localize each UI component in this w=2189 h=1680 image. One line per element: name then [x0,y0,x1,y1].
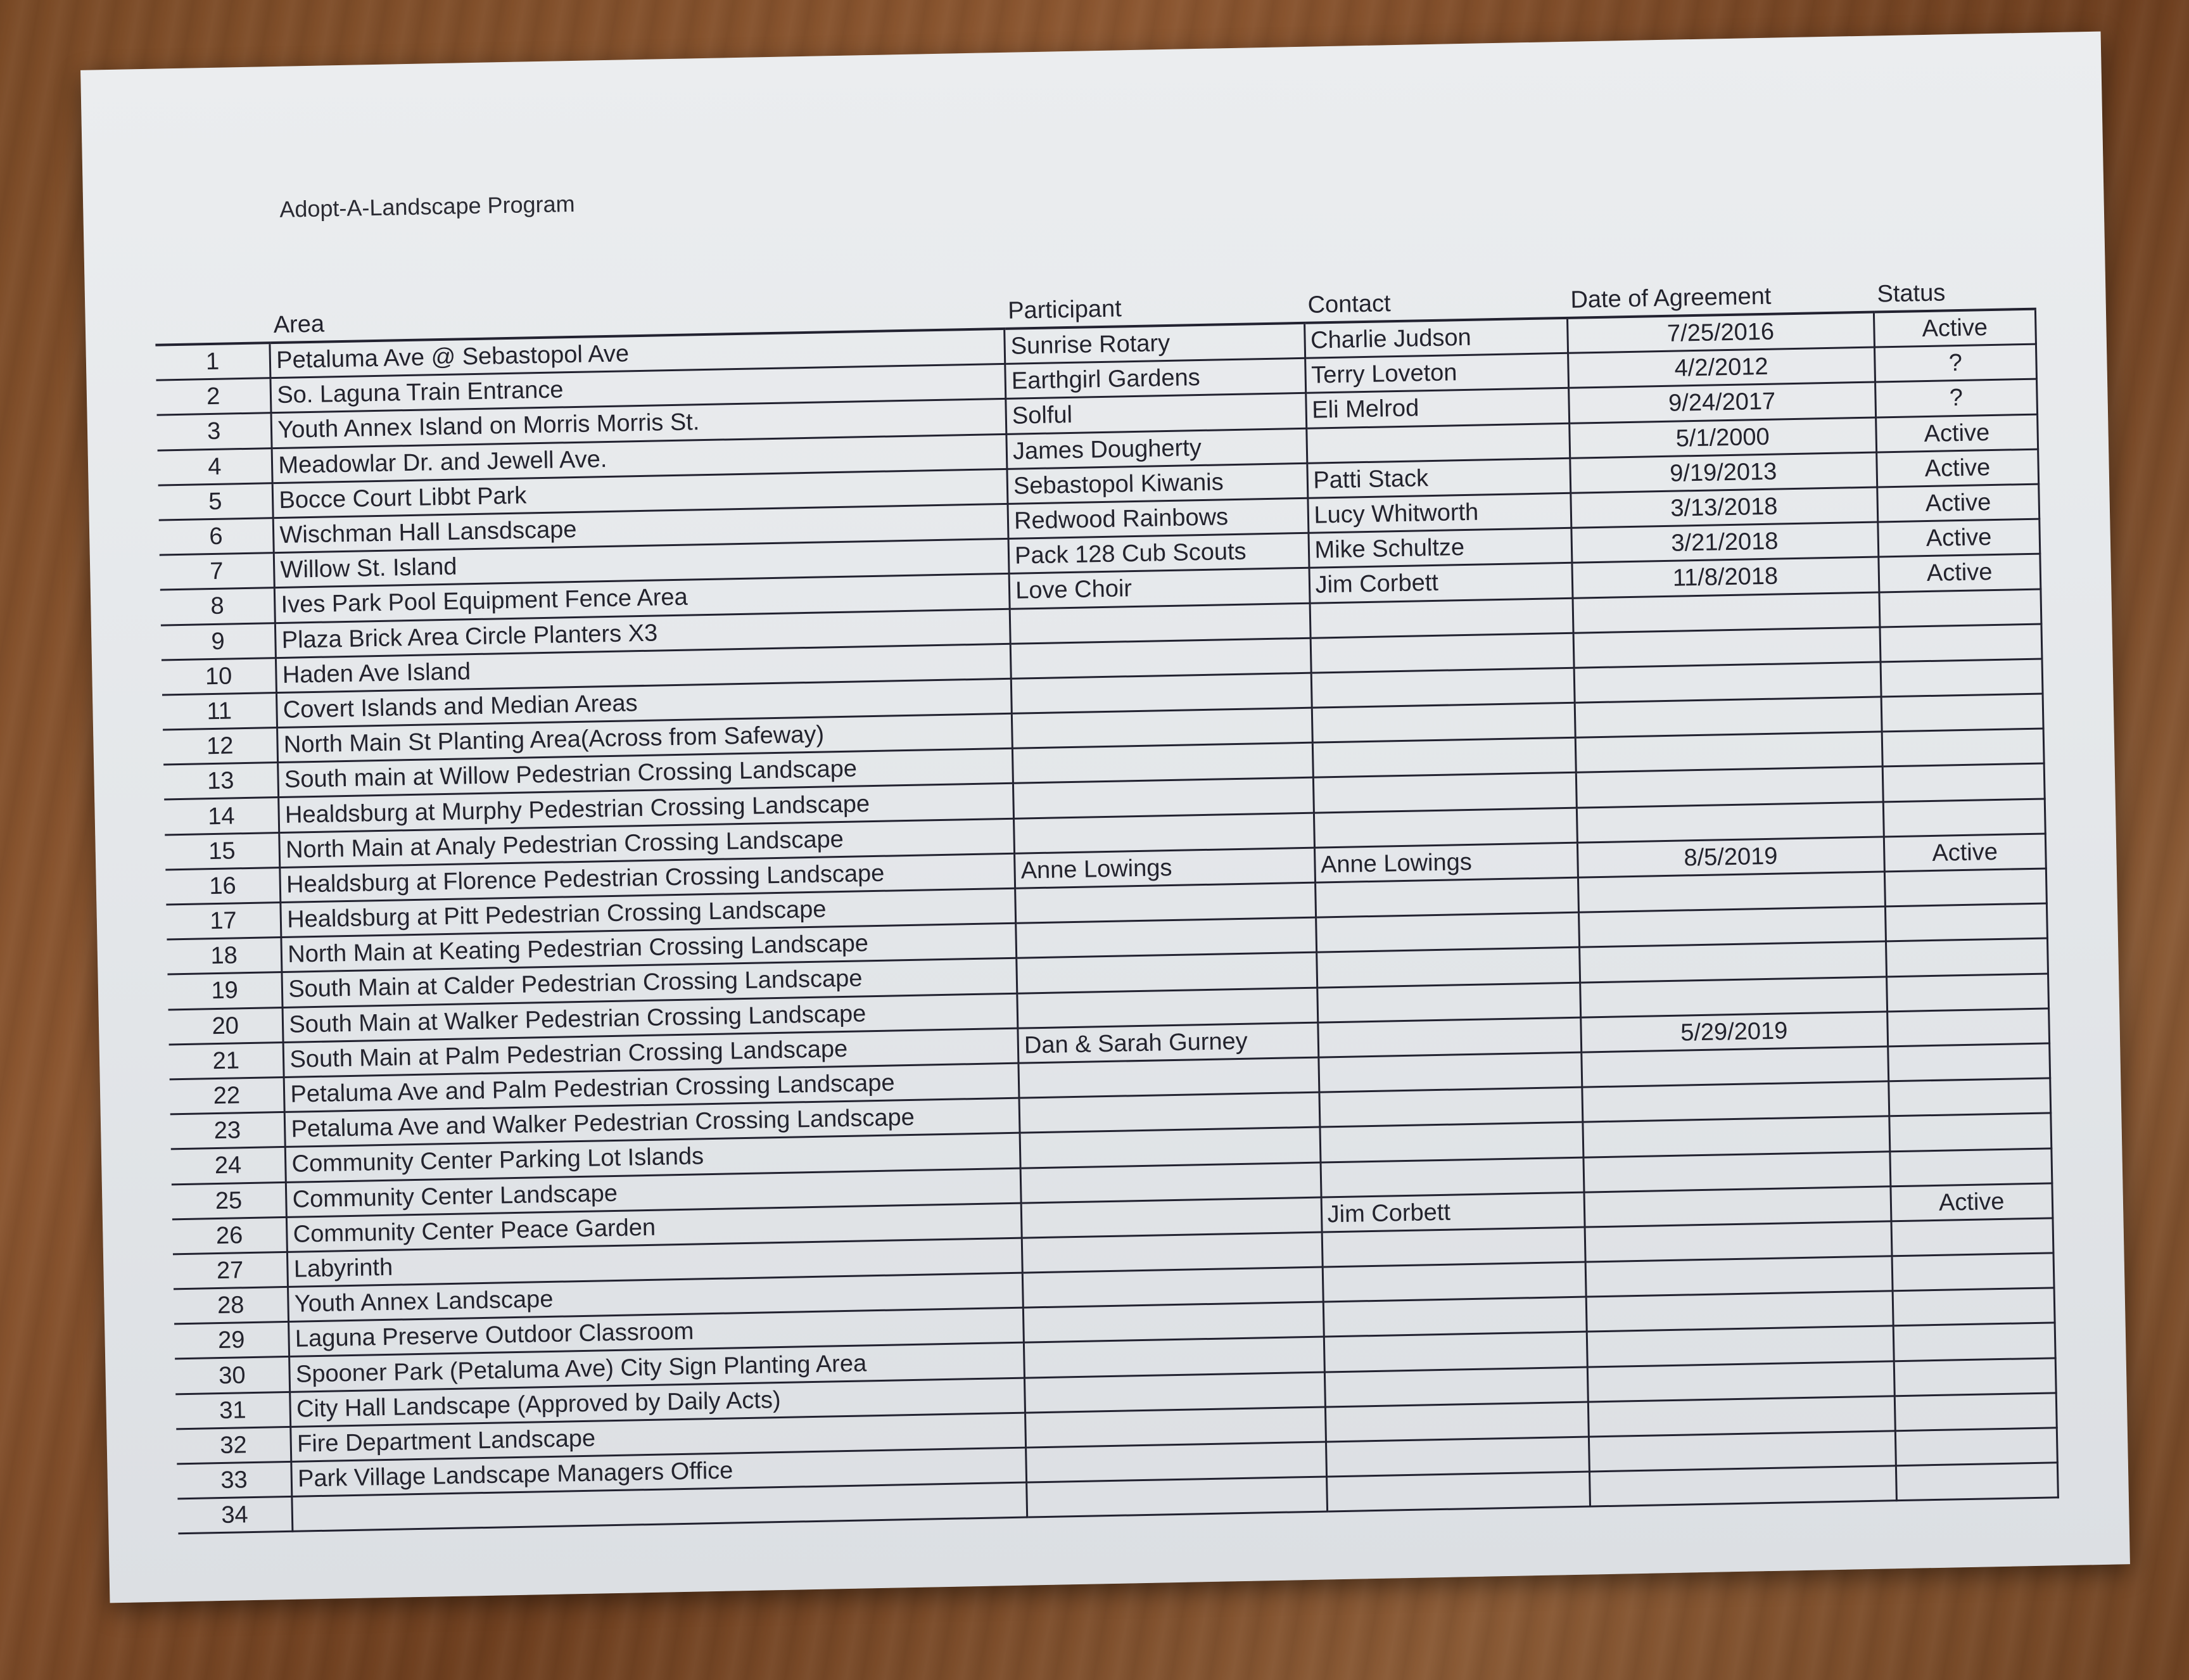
contact-cell [1312,737,1576,777]
row-number: 24 [171,1147,286,1185]
participant-cell: Solful [1006,393,1306,434]
participant-cell: Sebastopol Kiwanis [1007,463,1307,504]
participant-cell [1012,708,1312,748]
date-cell: 3/13/2018 [1570,487,1877,528]
status-cell [1892,1253,2054,1291]
participant-cell: Love Choir [1009,568,1309,609]
col-participant-header: Participant [1003,256,1304,329]
date-cell [1585,1256,1893,1297]
col-status-header: Status [1872,242,2035,312]
date-cell [1587,1361,1894,1401]
date-cell: 8/5/2019 [1577,837,1884,877]
contact-cell [1312,703,1575,742]
participant-cell [1019,1092,1319,1133]
date-cell [1579,941,1886,982]
date-cell [1584,1186,1891,1226]
contact-cell [1317,983,1580,1022]
status-cell: Active [1884,834,2046,872]
row-number: 2 [156,378,271,416]
status-cell [1881,659,2043,697]
contact-cell [1310,598,1573,638]
area-cell: Meadowlar Dr. and Jewell Ave. [272,434,1007,483]
contact-cell: Patti Stack [1307,458,1570,498]
contact-cell [1306,423,1570,463]
contact-cell: Terry Loveton [1305,353,1568,393]
participant-cell: Earthgirl Gardens [1005,359,1305,399]
row-number: 25 [172,1182,287,1219]
row-number: 9 [161,623,276,660]
date-cell [1575,732,1882,772]
agreements-table [154,242,2059,1535]
status-cell [1886,938,2048,976]
area-cell: Petaluma Ave and Palm Pedestrian Crossing Landscape [284,1063,1020,1112]
status-cell: ? [1875,379,2037,417]
row-number: 5 [158,483,274,520]
document-title: Adopt-A-Landscape Program [279,190,575,222]
contact-cell [1322,1227,1585,1267]
contact-cell: Mike Schultze [1309,528,1572,568]
contact-cell [1326,1472,1590,1511]
date-cell: 4/2/2012 [1568,347,1875,388]
contact-cell: Jim Corbett [1321,1192,1585,1232]
area-cell: Petaluma Ave @ Sebastopol Ave [270,329,1005,378]
status-cell [1882,763,2045,801]
date-cell [1588,1396,1895,1437]
area-cell: Healdsburg at Florence Pedestrian Crossing Landscape [280,853,1015,902]
row-number: 6 [159,518,274,556]
area-cell: South Main at Walker Pedestrian Crossing Landscape [282,993,1018,1042]
area-cell: Covert Islands and Median Areas [277,678,1012,727]
row-number: 31 [175,1392,291,1429]
area-cell: South main at Willow Pedestrian Crossing Landscape [278,749,1013,798]
contact-cell: Eli Melrod [1305,388,1569,428]
date-cell [1585,1221,1892,1262]
row-number: 32 [176,1427,291,1464]
contact-cell [1316,948,1580,988]
contact-cell [1323,1297,1587,1337]
date-cell [1589,1466,1896,1506]
participant-cell [1022,1267,1323,1308]
date-cell: 9/24/2017 [1568,382,1875,423]
participant-cell [1010,603,1310,644]
status-cell: Active [1876,449,2038,487]
date-cell: 3/21/2018 [1571,522,1878,563]
participant-cell: Dan & Sarah Gurney [1018,1022,1318,1063]
status-cell [1889,1148,2052,1186]
participant-cell [1017,988,1317,1028]
date-cell [1589,1431,1896,1472]
date-cell [1581,1047,1888,1087]
col-area-header: Area [269,262,1005,343]
area-cell: Spooner Park (Petaluma Ave) City Sign Planting Area [289,1343,1025,1392]
area-cell: Wischman Hall Lansdscape [274,504,1009,552]
date-cell [1587,1326,1894,1366]
row-number: 22 [170,1077,285,1114]
date-cell [1582,1116,1889,1157]
contact-cell [1319,1087,1582,1127]
date-cell: 7/25/2016 [1567,312,1874,353]
contact-cell [1324,1332,1587,1372]
row-number: 13 [163,763,279,800]
area-cell: South Main at Palm Pedestrian Crossing Landscape [283,1028,1018,1077]
status-cell: Active [1877,484,2039,522]
participant-cell [1010,638,1310,678]
status-cell: Active [1877,519,2040,557]
status-cell [1888,1078,2050,1116]
date-cell [1575,697,1882,737]
participant-cell: Sunrise Rotary [1005,323,1305,364]
contact-cell [1321,1157,1584,1197]
area-cell: Park Village Landscape Managers Office [291,1448,1027,1496]
date-cell [1576,767,1883,807]
participant-cell [1017,953,1317,993]
status-cell [1893,1323,2055,1361]
row-number: 8 [160,588,276,625]
status-cell [1880,624,2042,662]
status-cell: Active [1874,309,2036,348]
participant-cell [1025,1372,1325,1413]
contact-cell [1313,773,1577,813]
date-cell [1573,592,1880,632]
date-cell [1577,802,1884,843]
participant-cell [1011,673,1311,713]
status-cell [1882,729,2044,767]
participant-cell [1014,813,1314,853]
participant-cell [1026,1442,1326,1482]
row-number: 34 [177,1497,293,1534]
row-number: 19 [167,972,282,1010]
contact-cell [1324,1367,1588,1407]
area-cell: Plaza Brick Area Circle Planters X3 [276,609,1011,658]
area-cell: So. Laguna Train Entrance [270,364,1006,413]
participant-cell [1027,1477,1327,1517]
area-cell: Bocce Court Libbt Park [273,469,1008,518]
status-cell [1895,1428,2057,1466]
date-cell [1578,872,1885,912]
date-cell [1574,662,1881,703]
participant-cell [1022,1232,1322,1273]
status-cell [1887,1009,2049,1047]
area-cell: North Main at Keating Pedestrian Crossing Landscape [281,923,1017,972]
row-number: 26 [172,1217,288,1254]
contact-cell [1314,808,1577,848]
contact-cell [1320,1122,1583,1162]
row-number: 16 [165,867,281,905]
row-number: 7 [160,553,275,590]
contact-cell [1323,1262,1586,1302]
area-cell: Community Center Parking Lot Islands [286,1133,1021,1181]
status-cell [1896,1463,2058,1501]
date-cell: 11/8/2018 [1571,557,1879,597]
participant-cell: Redwood Rainbows [1008,498,1308,538]
participant-cell [1013,742,1313,783]
area-cell: Petaluma Ave and Walker Pedestrian Crossing Landscape [285,1098,1020,1147]
status-cell [1894,1358,2056,1396]
participant-cell [1015,882,1316,923]
area-cell: Community Center Peace Garden [287,1203,1022,1252]
status-cell [1883,799,2045,837]
row-number: 18 [167,938,282,975]
table-body [155,309,2058,1534]
participant-cell [1020,1127,1320,1168]
date-cell [1580,976,1887,1017]
status-cell [1893,1288,2055,1326]
participant-cell: Anne Lowings [1015,848,1315,888]
paper-sheet [80,32,2130,1603]
contact-cell [1326,1437,1589,1477]
area-cell: Healdsburg at Pitt Pedestrian Crossing Landscape [281,888,1016,937]
status-cell [1884,869,2046,907]
date-cell: 5/1/2000 [1569,417,1876,458]
participant-cell [1016,917,1316,958]
area-cell: City Hall Landscape (Approved by Daily Acts) [290,1378,1025,1427]
participant-cell [1018,1057,1319,1098]
contact-cell: Lucy Whitworth [1307,493,1571,533]
participant-cell [1023,1302,1323,1342]
date-cell [1578,907,1886,947]
area-cell: Laguna Preserve Outdoor Classroom [289,1308,1024,1356]
contact-cell [1316,912,1579,952]
row-number: 14 [164,798,279,835]
participant-cell: James Dougherty [1006,428,1307,469]
area-cell: Fire Department Landscape [291,1413,1026,1461]
participant-cell [1024,1337,1324,1377]
participant-cell [1020,1162,1321,1203]
row-number: 11 [162,692,277,730]
row-number: 4 [158,448,273,485]
contact-cell [1325,1402,1589,1442]
status-cell: Active [1878,554,2040,592]
area-cell: Willow St. Island [274,538,1010,587]
row-number: 23 [170,1112,286,1150]
row-number: 27 [173,1252,288,1289]
date-cell [1573,627,1881,668]
date-cell: 5/29/2019 [1580,1012,1888,1052]
status-cell [1889,1113,2051,1151]
contact-cell [1315,877,1578,917]
participant-cell [1013,778,1314,818]
area-cell: Youth Annex Landscape [288,1273,1024,1321]
status-cell: ? [1874,344,2036,382]
contact-cell [1318,1052,1582,1092]
status-cell [1885,903,2047,941]
row-number: 12 [163,728,278,765]
status-cell [1881,694,2043,732]
contact-cell: Charlie Judson [1304,318,1568,359]
contact-cell [1311,668,1575,708]
status-cell: Active [1891,1183,2053,1221]
area-cell: North Main St Planting Area(Across from Safeway) [277,713,1013,762]
row-number: 20 [168,1007,284,1045]
status-cell [1888,1043,2050,1081]
date-cell [1583,1151,1890,1192]
row-number: 1 [155,343,270,380]
row-number: 17 [166,903,281,940]
row-number: 15 [165,832,280,870]
row-number: 3 [157,413,272,450]
col-date-header: Date of Agreement [1566,245,1874,318]
contact-cell: Jim Corbett [1309,563,1573,603]
area-cell: North Main at Analy Pedestrian Crossing Landscape [279,818,1015,867]
status-cell: Active [1875,414,2038,452]
row-number: 29 [174,1322,289,1359]
area-cell: Ives Park Pool Equipment Fence Area [275,574,1010,623]
area-cell: Youth Annex Island on Morris Morris St. [271,399,1006,448]
contact-cell: Anne Lowings [1314,843,1578,882]
area-cell: Community Center Landscape [286,1168,1022,1217]
status-cell [1894,1393,2057,1431]
status-cell [1879,589,2041,627]
area-cell: Healdsburg at Murphy Pedestrian Crossing Landscape [279,784,1014,832]
date-cell: 9/19/2013 [1570,452,1877,493]
area-cell: South Main at Calder Pedestrian Crossing Landscape [282,958,1017,1007]
participant-cell: Pack 128 Cub Scouts [1008,533,1309,573]
row-number: 21 [169,1042,284,1079]
date-cell [1586,1291,1893,1332]
row-number: 28 [174,1287,289,1324]
col-number-header [154,276,270,345]
area-cell: Haden Ave Island [276,644,1012,692]
area-cell: Labyrinth [288,1238,1023,1287]
status-cell [1886,974,2048,1012]
date-cell [1582,1081,1889,1122]
col-contact-header: Contact [1303,251,1567,323]
contact-cell [1317,1017,1581,1057]
contact-cell [1310,633,1574,673]
row-number: 10 [162,658,277,695]
row-number: 33 [177,1461,292,1499]
participant-cell [1021,1197,1321,1238]
status-cell [1891,1218,2053,1256]
participant-cell [1025,1407,1326,1448]
row-number: 30 [175,1357,290,1394]
